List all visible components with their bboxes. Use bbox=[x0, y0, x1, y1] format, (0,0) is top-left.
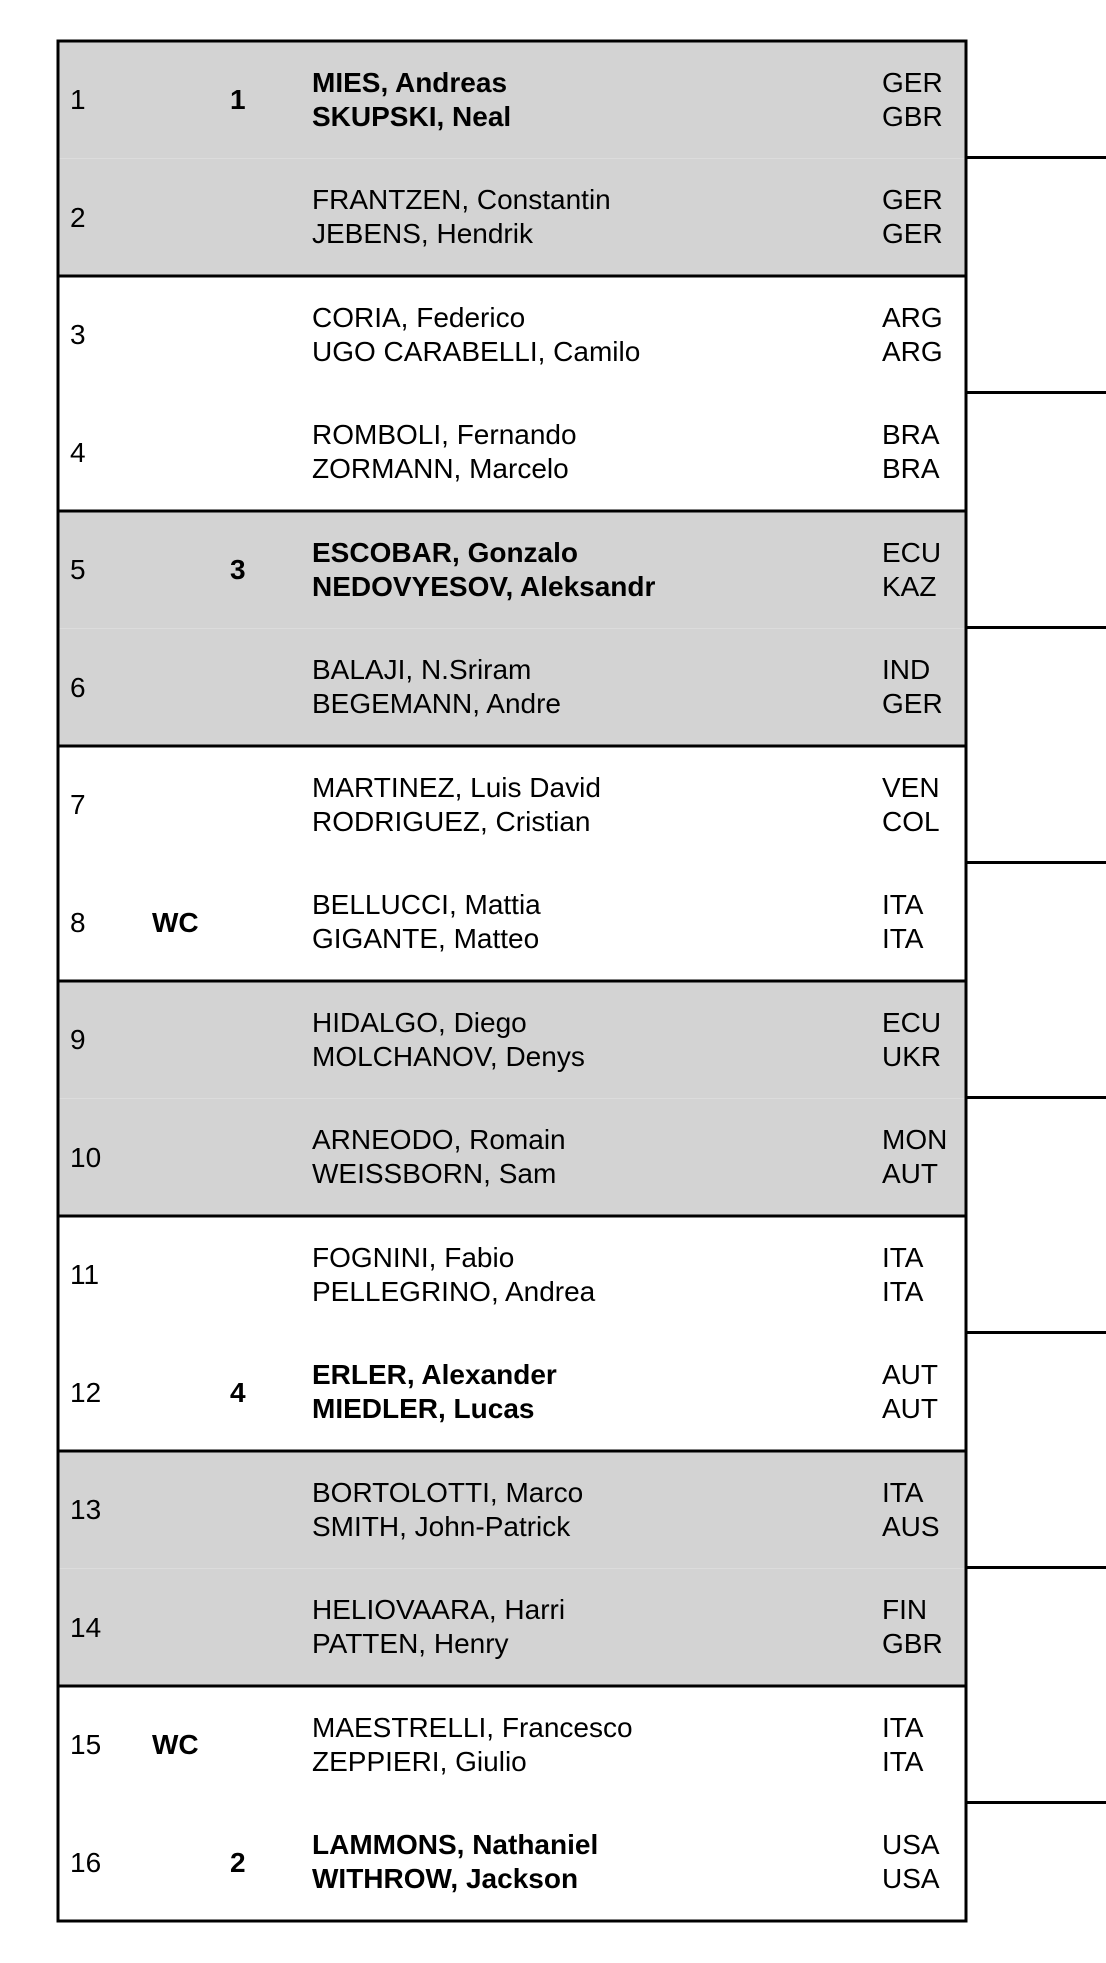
nation-code: ITA bbox=[882, 923, 924, 954]
nation-code: GBR bbox=[882, 100, 943, 132]
nation-code: VEN bbox=[882, 771, 940, 803]
nation-code: GER bbox=[882, 184, 943, 215]
player-nations bbox=[882, 276, 943, 393]
draw-row bbox=[58, 511, 966, 628]
entry-status: WC bbox=[152, 906, 199, 938]
player-nations bbox=[882, 159, 943, 276]
player-name: BELLUCCI, Mattia bbox=[312, 889, 541, 920]
player-name: PELLEGRINO, Andrea bbox=[312, 1275, 596, 1307]
nation-code: ITA bbox=[882, 1476, 924, 1508]
player-name: BALAJI, N.Sriram bbox=[312, 654, 532, 685]
player-nations bbox=[882, 1686, 923, 1803]
draw-position: 5 bbox=[70, 554, 86, 585]
player-name: UGO CARABELLI, Camilo bbox=[312, 335, 641, 367]
nation-code: COL bbox=[882, 805, 940, 837]
player-name: SMITH, John-Patrick bbox=[312, 1510, 571, 1542]
player-names bbox=[312, 41, 511, 158]
player-name: ERLER, Alexander bbox=[312, 1359, 557, 1390]
draw-row bbox=[58, 1686, 966, 1803]
nation-code: ITA bbox=[882, 889, 924, 920]
player-names bbox=[312, 511, 655, 628]
player-name: MIES, Andreas bbox=[312, 66, 508, 98]
draw-row bbox=[58, 746, 966, 863]
draw-row bbox=[58, 41, 966, 158]
nation-code: IND bbox=[882, 654, 931, 685]
nation-code: GER bbox=[882, 218, 943, 249]
nation-code: AUT bbox=[882, 1158, 938, 1189]
nation-code: ECU bbox=[882, 536, 942, 568]
player-name: PATTEN, Henry bbox=[312, 1628, 509, 1659]
player-nations bbox=[882, 864, 923, 981]
player-nations bbox=[882, 394, 940, 511]
nation-code: ITA bbox=[882, 1711, 924, 1743]
player-name: ESCOBAR, Gonzalo bbox=[312, 536, 579, 568]
player-name: ZEPPIERI, Giulio bbox=[312, 1745, 527, 1777]
player-names bbox=[312, 394, 577, 511]
player-name: BEGEMANN, Andre bbox=[312, 688, 561, 719]
player-names bbox=[312, 1686, 633, 1803]
player-names bbox=[312, 629, 561, 746]
nation-code: KAZ bbox=[882, 570, 937, 602]
player-nations bbox=[882, 629, 943, 746]
player-name: MOLCHANOV, Denys bbox=[312, 1040, 585, 1072]
player-name: MARTINEZ, Luis David bbox=[312, 771, 601, 803]
draw-row bbox=[58, 1451, 966, 1568]
player-nations bbox=[882, 981, 941, 1098]
nation-code: FIN bbox=[882, 1594, 928, 1625]
draw-position: 9 bbox=[70, 1024, 86, 1055]
draw-position: 12 bbox=[70, 1376, 102, 1408]
draw-position: 7 bbox=[70, 789, 86, 820]
draw-row bbox=[58, 981, 966, 1098]
nation-code: MON bbox=[882, 1124, 948, 1155]
draw-row bbox=[58, 1334, 966, 1451]
draw-row bbox=[58, 159, 966, 276]
player-nations bbox=[882, 1569, 943, 1686]
player-name: RODRIGUEZ, Cristian bbox=[312, 805, 591, 837]
player-name: HELIOVAARA, Harri bbox=[312, 1594, 566, 1625]
player-names bbox=[312, 864, 541, 981]
player-nations bbox=[882, 1099, 947, 1216]
player-name: FOGNINI, Fabio bbox=[312, 1241, 515, 1273]
draw-position: 8 bbox=[70, 906, 86, 938]
seed-number: 2 bbox=[230, 1846, 246, 1878]
player-names bbox=[312, 1334, 557, 1451]
nation-code: ITA bbox=[882, 1745, 924, 1777]
nation-code: ITA bbox=[882, 1241, 924, 1273]
player-name: NEDOVYESOV, Aleksandr bbox=[312, 570, 656, 602]
draw-row bbox=[58, 629, 966, 746]
player-names bbox=[312, 981, 585, 1098]
nation-code: BRA bbox=[882, 453, 940, 484]
nation-code: GER bbox=[882, 688, 943, 719]
player-names bbox=[312, 159, 611, 276]
nation-code: ECU bbox=[882, 1006, 942, 1038]
player-nations bbox=[882, 1451, 940, 1568]
nation-code: ITA bbox=[882, 1275, 924, 1307]
draw-position: 2 bbox=[70, 201, 86, 233]
draw-row bbox=[58, 276, 966, 393]
player-name: CORIA, Federico bbox=[312, 301, 526, 333]
player-name: FRANTZEN, Constantin bbox=[312, 184, 611, 215]
player-names bbox=[312, 746, 601, 863]
player-name: LAMMONS, Nathaniel bbox=[312, 1829, 599, 1860]
player-nations bbox=[882, 41, 943, 158]
player-name: ZORMANN, Marcelo bbox=[312, 453, 569, 484]
draw-position: 4 bbox=[70, 436, 86, 468]
nation-code: ARG bbox=[882, 335, 943, 367]
draw-position: 10 bbox=[70, 1141, 102, 1173]
draw-row bbox=[58, 1804, 966, 1921]
player-name: WITHROW, Jackson bbox=[312, 1863, 579, 1894]
draw-row bbox=[58, 1099, 966, 1216]
player-name: MIEDLER, Lucas bbox=[312, 1393, 535, 1424]
player-names bbox=[312, 1569, 565, 1686]
draw-position: 6 bbox=[70, 671, 86, 703]
player-nations bbox=[882, 1804, 940, 1921]
player-name: HIDALGO, Diego bbox=[312, 1006, 527, 1038]
player-name: SKUPSKI, Neal bbox=[312, 100, 512, 132]
player-names bbox=[312, 1451, 583, 1568]
player-nations bbox=[882, 1334, 938, 1451]
player-name: BORTOLOTTI, Marco bbox=[312, 1476, 584, 1508]
draw-position: 16 bbox=[70, 1846, 102, 1878]
entry-status: WC bbox=[152, 1729, 199, 1760]
draw-position: 1 bbox=[70, 84, 86, 115]
player-name: GIGANTE, Matteo bbox=[312, 923, 540, 954]
nation-code: USA bbox=[882, 1829, 940, 1860]
nation-code: ARG bbox=[882, 301, 943, 333]
player-name: MAESTRELLI, Francesco bbox=[312, 1711, 633, 1743]
seed-number: 4 bbox=[230, 1376, 246, 1408]
draw-row bbox=[58, 1216, 966, 1333]
draw-row bbox=[58, 1569, 966, 1686]
nation-code: AUT bbox=[882, 1393, 938, 1424]
player-name: ARNEODO, Romain bbox=[312, 1124, 566, 1155]
player-nations bbox=[882, 511, 941, 628]
nation-code: USA bbox=[882, 1863, 940, 1894]
draw-position: 15 bbox=[70, 1729, 102, 1760]
nation-code: GBR bbox=[882, 1628, 943, 1659]
draw-position: 14 bbox=[70, 1611, 102, 1643]
draw-position: 11 bbox=[70, 1259, 100, 1290]
player-names bbox=[312, 1804, 598, 1921]
draw-position: 13 bbox=[70, 1494, 102, 1525]
draw-row bbox=[58, 394, 966, 511]
nation-code: BRA bbox=[882, 419, 940, 450]
player-names bbox=[312, 1216, 595, 1333]
player-nations bbox=[882, 1216, 923, 1333]
seed-number: 3 bbox=[230, 554, 246, 585]
player-name: WEISSBORN, Sam bbox=[312, 1158, 557, 1189]
draw-row bbox=[58, 864, 966, 981]
nation-code: UKR bbox=[882, 1040, 942, 1072]
player-names bbox=[312, 276, 640, 393]
draw-position: 3 bbox=[70, 319, 86, 350]
player-names bbox=[312, 1099, 566, 1216]
player-name: JEBENS, Hendrik bbox=[312, 218, 533, 249]
seed-number: 1 bbox=[230, 84, 246, 115]
nation-code: AUS bbox=[882, 1510, 940, 1542]
player-nations bbox=[882, 746, 940, 863]
player-name: ROMBOLI, Fernando bbox=[312, 419, 577, 450]
nation-code: GER bbox=[882, 66, 943, 98]
nation-code: AUT bbox=[882, 1359, 938, 1390]
